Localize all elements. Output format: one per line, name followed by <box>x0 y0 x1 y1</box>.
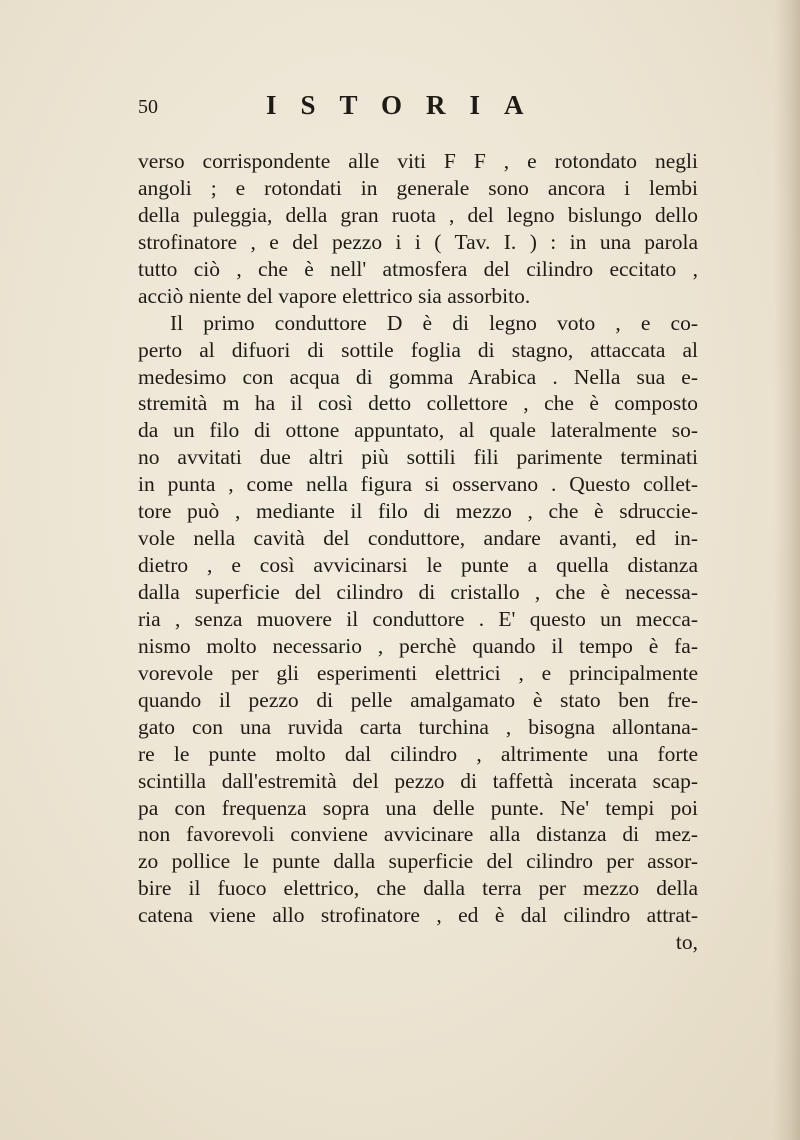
page-number: 50 <box>138 96 158 118</box>
text-line: in punta , come nella figura si osservano . Questo collet- <box>138 472 698 497</box>
running-title: ISTORIA <box>266 90 548 120</box>
text-line: quando il pezzo di pelle amalgamato è stato ben fre- <box>138 687 698 712</box>
text-line: non favorevoli conviene avvicinare alla distanza di mez- <box>138 822 698 847</box>
text-line: nismo molto necessario , perchè quando il tempo è fa- <box>138 633 698 658</box>
text-line: pa con frequenza sopra una delle punte. Ne' tempi poi <box>138 795 698 820</box>
text-line: stremità m ha il così detto collettore , che è composto <box>138 391 698 416</box>
text-line: vole nella cavità del conduttore, andare avanti, ed in- <box>138 526 698 551</box>
text-line: ria , senza muovere il conduttore . E' questo un mecca- <box>138 606 698 631</box>
text-line: verso corrispondente alle viti F F , e rotondato negli <box>138 149 698 173</box>
catchword: to, <box>675 930 698 955</box>
text-line: gato con una ruvida carta turchina , bisogna allontana- <box>138 714 698 739</box>
text-line: strofinatore , e del pezzo i i ( Tav. I. ) : in una parola <box>138 229 698 254</box>
text-line: tutto ciò , che è nell' atmosfera del cilindro eccitato , <box>138 256 698 281</box>
page-edge-shadow <box>774 0 800 1140</box>
text-line: medesimo con acqua di gomma Arabica . Nella sua e- <box>138 364 698 389</box>
text-line: dietro , e così avvicinarsi le punte a quella distanza <box>138 553 698 578</box>
text-line: catena viene allo strofinatore , ed è dal cilindro attrat- <box>138 903 698 928</box>
text-line: della puleggia, della gran ruota , del legno bislungo dello <box>138 202 698 227</box>
text-line: re le punte molto dal cilindro , altrimente una forte <box>138 741 698 766</box>
paragraph-start-line: Il primo conduttore D è di legno voto , e co- <box>170 310 698 335</box>
text-line: scintilla dall'estremità del pezzo di taffettà incerata scap- <box>138 768 698 793</box>
text-line: angoli ; e rotondati in generale sono ancora i lembi <box>138 175 698 200</box>
text-line: bire il fuoco elettrico, che dalla terra per mezzo della <box>138 876 698 901</box>
text-line: dalla superficie del cilindro di cristallo , che è necessa- <box>138 580 698 604</box>
text-line: da un filo di ottone appuntato, al quale lateralmente so- <box>138 418 698 443</box>
text-line: zo pollice le punte dalla superficie del cilindro per assor- <box>138 849 698 874</box>
text-line: no avvitati due altri più sottili fili parimente terminati <box>138 445 698 470</box>
page-header <box>138 90 698 130</box>
text-line: tore può , mediante il filo di mezzo , che è sdruccie- <box>138 499 698 524</box>
text-line: vorevole per gli esperimenti elettrici , e principalmente <box>138 660 698 685</box>
text-line: acciò niente del vapore elettrico sia assorbito. <box>138 283 531 308</box>
text-line: perto al difuori di sottile foglia di stagno, attaccata al <box>138 337 698 362</box>
body-text <box>138 148 698 956</box>
